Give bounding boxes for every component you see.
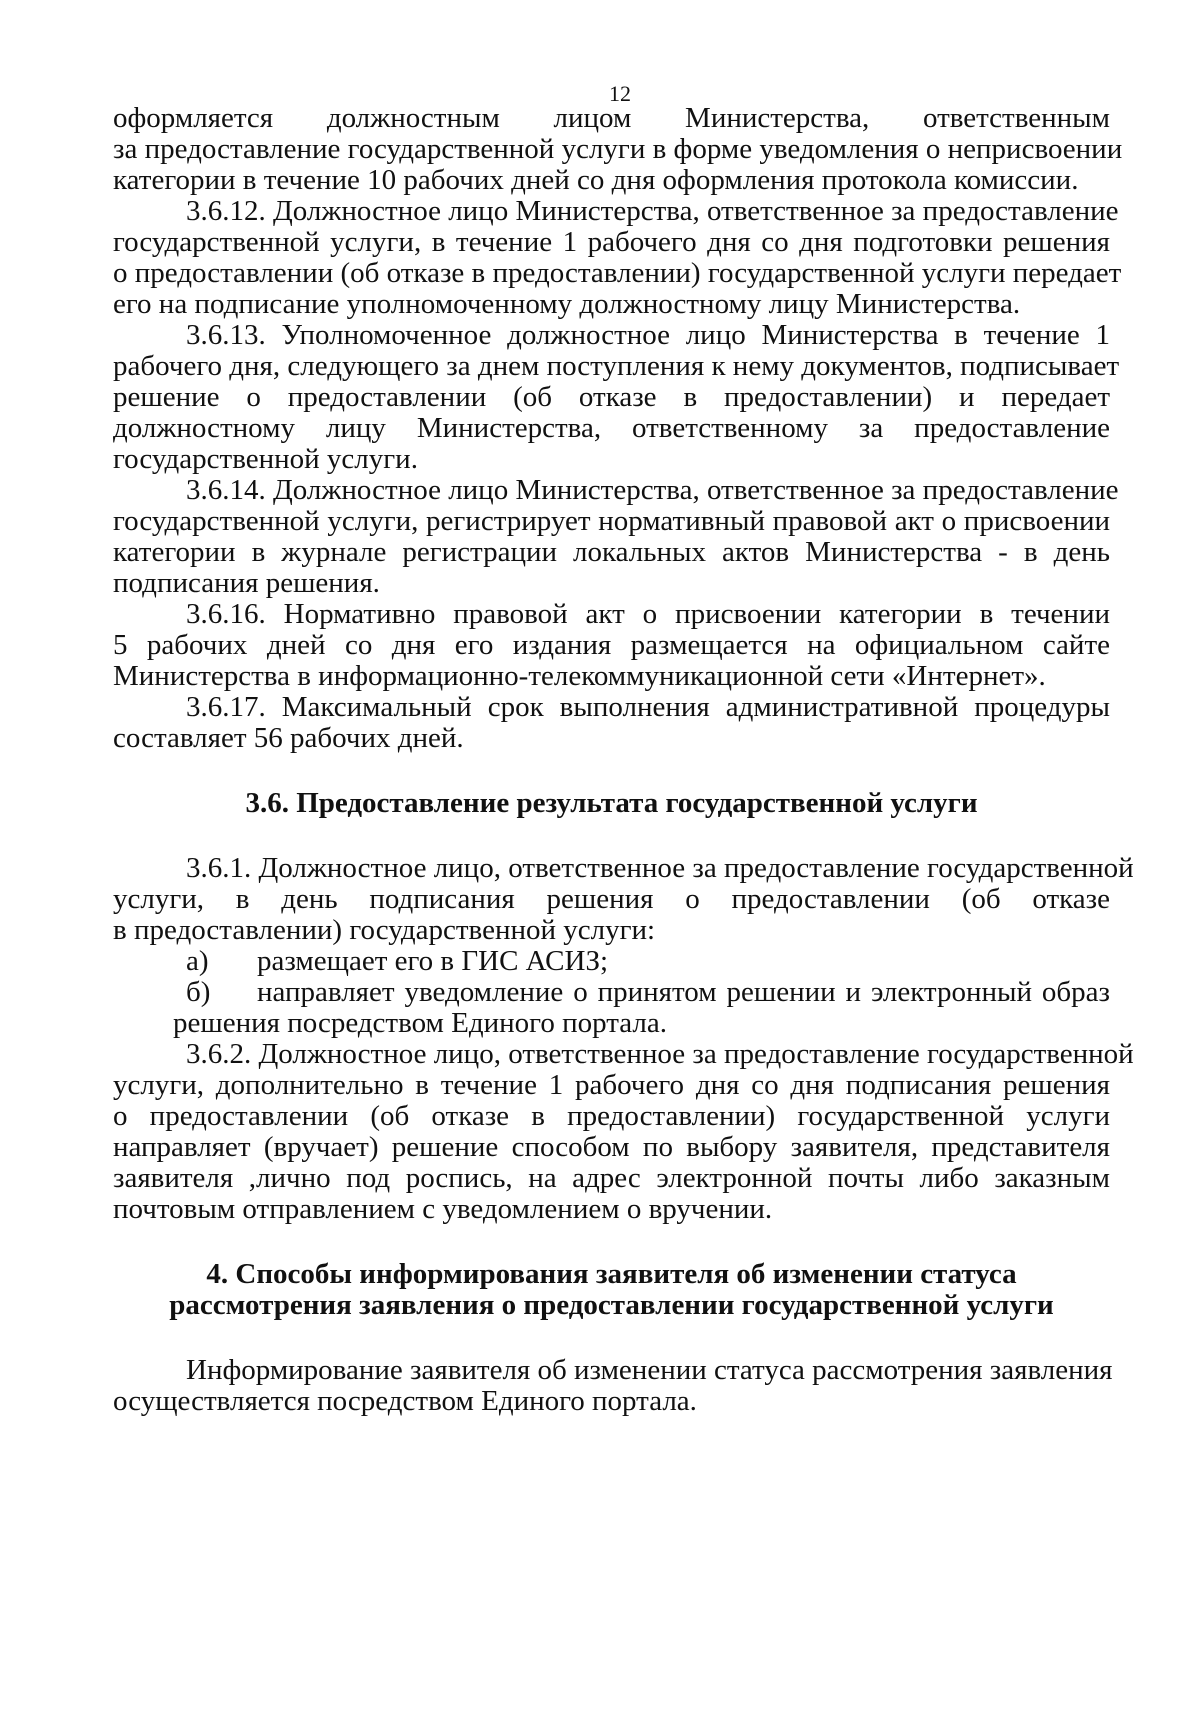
text-line: его на подписание уполномоченному должностному лицу Министерства. bbox=[113, 288, 1021, 320]
paragraph-3-6-14 bbox=[113, 474, 1119, 599]
text-line: государственной услуги. bbox=[113, 443, 418, 475]
paragraph-3-6-17 bbox=[113, 692, 1110, 754]
heading-line: 4. Способы информирования заявителя об изменении статуса bbox=[206, 1258, 1017, 1290]
text-line: составляет 56 рабочих дней. bbox=[113, 722, 464, 754]
text-line: государственной услуги, регистрирует нормативный правовой акт о присвоении bbox=[113, 505, 1110, 537]
text-line: 5 рабочих дней со дня его издания размещается на официальном сайте bbox=[113, 629, 1110, 661]
heading-line: 3.6. Предоставление результата государственной услуги bbox=[245, 787, 978, 819]
text-line: заявителя ,лично под роспись, на адрес электронной почты либо заказным bbox=[113, 1162, 1110, 1194]
section-heading-4 bbox=[113, 1259, 1110, 1321]
text-line: за предоставление государственной услуги в форме уведомления о неприсвоении bbox=[113, 133, 1123, 165]
text-line: решения посредством Единого портала. bbox=[173, 1007, 667, 1039]
text-line: государственной услуги, в течение 1 рабочего дня со дня подготовки решения bbox=[113, 226, 1110, 258]
text-line: осуществляется посредством Единого портала. bbox=[113, 1385, 697, 1417]
text-line: оформляется должностным лицом Министерства, ответственным bbox=[113, 102, 1110, 134]
spacer bbox=[113, 754, 1110, 788]
text-line: 3.6.12. Должностное лицо Министерства, ответственное за предоставление bbox=[186, 195, 1119, 227]
heading-line: рассмотрения заявления о предоставлении государственной услуги bbox=[169, 1289, 1054, 1321]
paragraph-3-6-1 bbox=[113, 852, 1134, 946]
list-item-b bbox=[113, 977, 1110, 1008]
text-line: подписания решения. bbox=[113, 567, 380, 599]
list-item-a bbox=[113, 946, 1110, 977]
text-line: Министерства в информационно-телекоммуникационной сети «Интернет». bbox=[113, 660, 1046, 692]
text-line: о предоставлении (об отказе в предоставлении) государственной услуги bbox=[113, 1100, 1110, 1132]
list-item-b-continuation bbox=[113, 1008, 1110, 1039]
text-line: 3.6.1. Должностное лицо, ответственное за предоставление государственной bbox=[186, 852, 1134, 884]
text-line: о предоставлении (об отказе в предоставлении) государственной услуги передает bbox=[113, 257, 1122, 289]
section-heading-3-6 bbox=[113, 788, 1110, 819]
text-line: услуги, дополнительно в течение 1 рабочего дня со дня подписания решения bbox=[113, 1069, 1110, 1101]
paragraph-3-6-13 bbox=[113, 319, 1120, 475]
text-line: почтовым отправлением с уведомлением о вручении. bbox=[113, 1193, 773, 1225]
paragraph-3-6-2 bbox=[113, 1038, 1134, 1225]
text-line: 3.6.2. Должностное лицо, ответственное за предоставление государственной bbox=[186, 1038, 1134, 1070]
text-line: в предоставлении) государственной услуги: bbox=[113, 914, 656, 946]
text-line: рабочего дня, следующего за днем поступления к нему документов, подписывает bbox=[113, 350, 1120, 382]
text-line: Информирование заявителя об изменении статуса рассмотрения заявления bbox=[186, 1354, 1113, 1386]
spacer bbox=[113, 819, 1110, 853]
text-line: категории в журнале регистрации локальных актов Министерства - в день bbox=[113, 536, 1110, 568]
text-line: 3.6.16. Нормативно правовой акт о присвоении категории в течении bbox=[186, 598, 1110, 630]
list-marker: б) bbox=[186, 976, 211, 1008]
text-line: решение о предоставлении (об отказе в предоставлении) и передает bbox=[113, 381, 1110, 413]
paragraph-continuation bbox=[113, 102, 1123, 196]
paragraph-section-4 bbox=[113, 1354, 1113, 1417]
page-body bbox=[113, 102, 1134, 1417]
paragraph-3-6-16 bbox=[113, 599, 1110, 692]
text-line: должностному лицу Министерства, ответственному за предоставление bbox=[113, 412, 1110, 444]
page-number: 12 bbox=[609, 81, 631, 106]
list-marker: а) bbox=[186, 945, 209, 977]
list-item-text: направляет уведомление о принятом решении и электронный образ bbox=[257, 976, 1110, 1008]
text-line: 3.6.13. Уполномоченное должностное лицо Министерства в течение 1 bbox=[186, 319, 1110, 351]
text-line: категории в течение 10 рабочих дней со дня оформления протокола комиссии. bbox=[113, 164, 1079, 196]
spacer bbox=[113, 1321, 1110, 1355]
text-line: услуги, в день подписания решения о предоставлении (об отказе bbox=[113, 883, 1110, 915]
list-item-text: размещает его в ГИС АСИЗ; bbox=[257, 945, 609, 977]
text-line: 3.6.17. Максимальный срок выполнения административной процедуры bbox=[186, 691, 1110, 723]
paragraph-3-6-12 bbox=[113, 195, 1122, 320]
spacer bbox=[113, 1225, 1110, 1259]
text-line: 3.6.14. Должностное лицо Министерства, ответственное за предоставление bbox=[186, 474, 1119, 506]
text-line: направляет (вручает) решение способом по выбору заявителя, представителя bbox=[113, 1131, 1110, 1163]
